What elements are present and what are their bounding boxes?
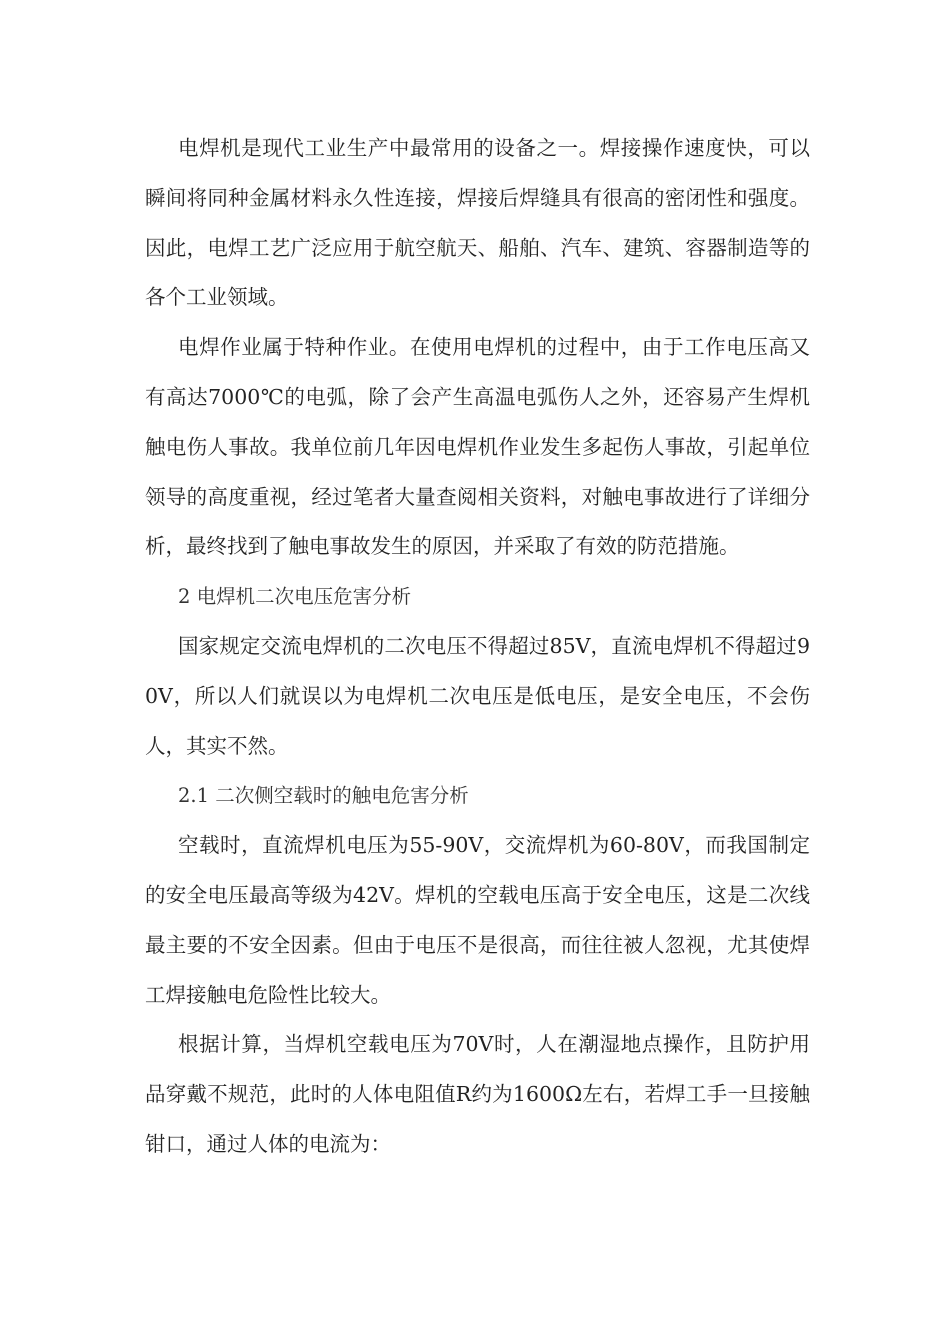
paragraph-secondary-voltage: 国家规定交流电焊机的二次电压不得超过85V，直流电焊机不得超过90V，所以人们就误以为电焊机二次电压是低电压，是安全电压，不会伤人，其实不然。 xyxy=(145,633,810,758)
section-heading-2-1: 2.1 二次侧空载时的触电危害分析 xyxy=(178,784,469,808)
document-page xyxy=(145,124,810,1170)
paragraph-intro: 电焊机是现代工业生产中最常用的设备之一。焊接操作速度快，可以瞬间将同种金属材料永久性连接，焊接后焊缝具有很高的密闭性和强度。因此，电焊工艺广泛应用于航空航天、船舶、汽车、建筑、容器制造等的各个工业领域。 xyxy=(145,136,810,310)
paragraph-no-load: 空载时，直流焊机电压为55-90V，交流焊机为60-80V，而我国制定的安全电压最高等级为42V。焊机的空载电压高于安全电压，这是二次线最主要的不安全因素。但由于电压不是很高，而往往被人忽视，尤其使焊工焊接触电危险性比较大。 xyxy=(145,833,810,1007)
paragraph-calculation: 根据计算，当焊机空载电压为70V时，人在潮湿地点操作，且防护用品穿戴不规范，此时的人体电阻值R约为1600Ω左右，若焊工手一旦接触钳口，通过人体的电流为： xyxy=(145,1032,810,1156)
paragraph-special-work: 电焊作业属于特种作业。在使用电焊机的过程中，由于工作电压高又有高达7000℃的电弧，除了会产生高温电弧伤人之外，还容易产生焊机触电伤人事故。我单位前几年因电焊机作业发生多起伤人事故，引起单位领导的高度重视，经过笔者大量查阅相关资料，对触电事故进行了详细分析，最终找到了触电事故发生的原因，并采取了有效的防范措施。 xyxy=(145,335,810,559)
section-heading-2: 2 电焊机二次电压危害分析 xyxy=(178,585,412,609)
